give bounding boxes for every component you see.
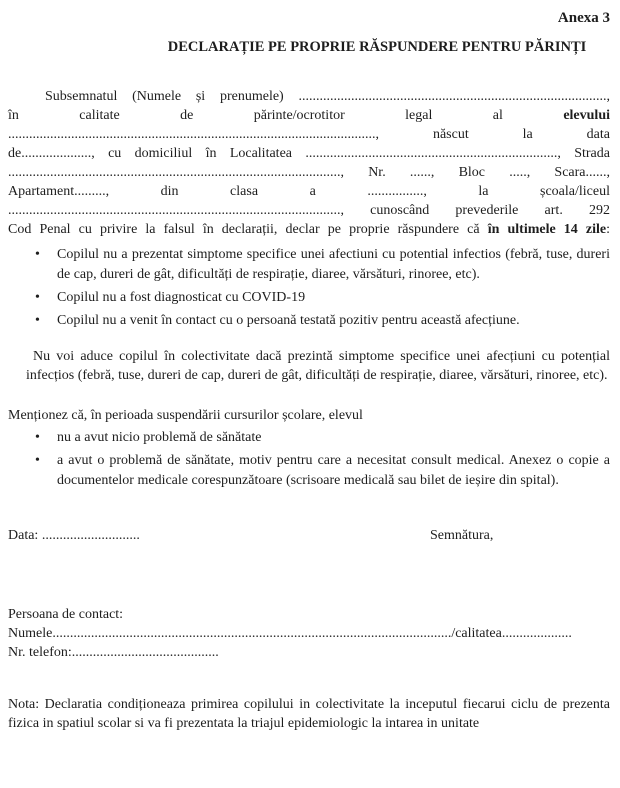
symptom-item-3-text: Copilul nu a venit în contact cu o persoană testată pozitiv pentru această afecțiune. — [57, 313, 520, 328]
line-clasa-text: Apartament........., din clasa a ................, la școala/liceul — [8, 184, 610, 199]
contact-phone-line: Nr. telefon:.......................................... — [8, 645, 219, 660]
bullet-marker: • — [35, 313, 40, 328]
line-domiciliu-text: de...................., cu domiciliul în Localitatea ........................................................................, Strada — [8, 146, 610, 161]
mention-list — [8, 428, 610, 491]
contact-section — [8, 605, 610, 662]
symptom-item-3 — [8, 311, 610, 331]
line-calitate — [8, 106, 610, 125]
document-title-text: DECLARAȚIE PE PROPRIE RĂSPUNDERE PENTRU PĂRINȚI — [167, 39, 587, 55]
note-paragraph-text: Nota: Declaratia condiționeaza primirea copilului in colectivitate la inceputul fiecarui ciclu de prezenta fizica in spatiul scolar si va fi prezentata la triajul epidemiologic la intarea in unitate — [8, 697, 610, 731]
no-bring-paragraph-text: Nu voi aduce copilul în colectivitate dacă prezintă simptome specifice unei afecțiuni cu potențial infecțios (febră, tuse, dureri de cap, dureri de gât, dificultăți de respirație, diaree, vărsături, rinoree, etc). — [26, 349, 610, 383]
line-calitate-text: în calitate de părinte/ocrotitor legal al — [8, 108, 564, 123]
intro-paragraph — [8, 87, 610, 239]
line-cod-penal — [8, 220, 610, 239]
mention-item-2 — [8, 451, 610, 491]
symptom-item-1-text: Copilul nu a prezentat simptome specifice unei afectiuni cu potential infectios (febră, tuse, dureri de cap, dureri de gât, dificultăți de respirație, diaree, vărsături, rinoree, etc). — [57, 247, 610, 282]
bullet-marker: • — [35, 430, 40, 445]
line-clasa — [8, 182, 610, 201]
mention-item-1 — [8, 428, 610, 448]
elevului-bold: elevului — [563, 108, 610, 123]
mention-item-1-text: nu a avut nicio problemă de sănătate — [57, 430, 262, 445]
symptom-list — [8, 245, 610, 331]
line-cod-penal-text: Cod Penal cu privire la falsul în declarații, declar pe proprie răspundere că — [8, 222, 488, 237]
line-cod-penal-colon: : — [606, 222, 610, 237]
bullet-marker: • — [35, 290, 40, 305]
line-domiciliu — [8, 144, 610, 163]
symptom-item-2 — [8, 288, 610, 308]
signature-label: Semnătura, — [430, 528, 494, 543]
annex-label: Anexa 3 — [557, 10, 610, 26]
line-scoala — [8, 201, 610, 220]
symptom-item-1 — [8, 245, 610, 285]
line-nascut-text: ........................................................................................................., născut la data — [8, 127, 610, 142]
document-title — [144, 38, 610, 57]
mention-lead-text: Menționez că, în perioada suspendării cursurilor școlare, elevul — [8, 408, 363, 423]
signature-row — [8, 526, 610, 545]
symptom-item-2-text: Copilul nu a fost diagnosticat cu COVID-19 — [57, 290, 306, 305]
mention-lead — [8, 406, 610, 425]
mention-item-2-text: a avut o problemă de sănătate, motiv pentru care a necesitat consult medical. Anexez o copie a documentelor medicale corespunzătoare (scrisoare medicală sau bilet de ieșire din spital). — [57, 453, 610, 488]
date-field-label: Data: ............................ — [8, 528, 140, 543]
note-paragraph — [8, 695, 610, 733]
no-bring-paragraph — [26, 347, 610, 385]
ultimele-14-zile-bold: în ultimele 14 zile — [487, 222, 607, 237]
contact-heading: Persoana de contact: — [8, 607, 124, 622]
bullet-marker: • — [35, 247, 40, 262]
line-adresa — [8, 163, 610, 182]
line-adresa-text: ..............................................................................................., Nr. ......, Bloc ....., Scara......, — [8, 165, 610, 180]
line-nascut — [8, 125, 610, 144]
bullet-marker: • — [35, 453, 40, 468]
line-scoala-text: ..............................................................................................., cunoscând prevederile art. 292 — [8, 203, 610, 218]
line-subsemnatul — [8, 87, 610, 106]
line-subsemnatul-text: Subsemnatul (Numele și prenumele) ........................................................................................, — [45, 89, 610, 104]
contact-name-line: Numele................................................................................................................../calitatea.................... — [8, 626, 572, 641]
